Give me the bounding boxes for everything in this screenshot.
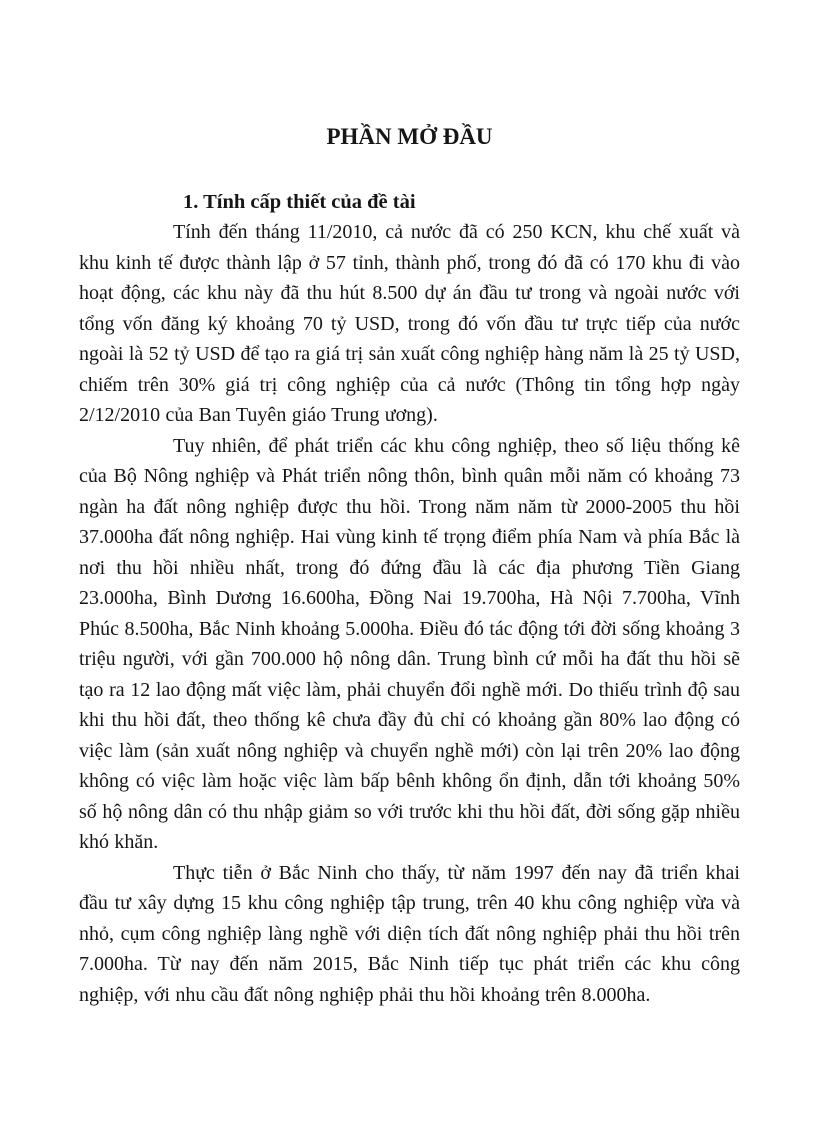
paragraph-industrial-zones-overview: Tính đến tháng 11/2010, cả nước đã có 250 KCN, khu chế xuất và khu kinh tế được thành lập ở 57 tỉnh, thành phố, trong đó đã có 170 khu đi vào hoạt động, các khu này đã thu hút 8.500 dự án đầu tư trong và ngoài nước với tổng vốn đăng ký khoảng 70 tỷ USD, trong đó vốn đầu tư trực tiếp của nước ngoài là 52 tỷ USD để tạo ra giá trị sản xuất công nghiệp hàng năm là 25 tỷ USD, chiếm trên 30% giá trị công nghiệp của cả nước (Thông tin tổng hợp ngày 2/12/2010 của Ban Tuyên giáo Trung ương). — [79, 221, 740, 426]
paragraph-bac-ninh-practice: Thực tiễn ở Bắc Ninh cho thấy, từ năm 1997 đến nay đã triển khai đầu tư xây dựng 15 khu công nghiệp tập trung, trên 40 khu công nghiệp vừa và nhỏ, cụm công nghiệp làng nghề với diện tích đất nông nghiệp phải thu hồi trên 7.000ha. Từ nay đến năm 2015, Bắc Ninh tiếp tục phát triển các khu công nghiệp, với nhu cầu đất nông nghiệp phải thu hồi khoảng trên 8.000ha. — [79, 861, 740, 1006]
paragraph-land-recovery-statistics: Tuy nhiên, để phát triển các khu công nghiệp, theo số liệu thống kê của Bộ Nông nghiệp và Phát triển nông thôn, bình quân mỗi năm có khoảng 73 ngàn ha đất nông nghiệp được thu hồi. Trong năm năm từ 2000-2005 thu hồi 37.000ha đất nông nghiệp. Hai vùng kinh tế trọng điểm phía Nam và phía Bắc là nơi thu hồi nhiều nhất, trong đó đứng đầu là các địa phương Tiền Giang 23.000ha, Bình Dương 16.600ha, Đồng Nai 19.700ha, Hà Nội 7.700ha, Vĩnh Phúc 8.500ha, Bắc Ninh khoảng 5.000ha. Điều đó tác động tới đời sống khoảng 3 triệu người, với gần 700.000 hộ nông dân. Trung bình cứ mỗi ha đất thu hồi sẽ tạo ra 12 lao động mất việc làm, phải chuyển đổi nghề mới. Do thiếu trình độ sau khi thu hồi đất, theo thống kê chưa đầy đủ chỉ có khoảng gần 80% lao động có việc làm (sản xuất nông nghiệp và chuyển nghề mới) còn lại trên 20% lao động không có việc làm hoặc việc làm bấp bênh không ổn định, dẫn tới khoảng 50% số hộ nông dân có thu nhập giảm so với trước khi thu hồi đất, đời sống gặp nhiều khó khăn. — [79, 434, 740, 853]
document-title: PHẦN MỞ ĐẦU — [326, 124, 493, 149]
section-heading: 1. Tính cấp thiết của đề tài — [183, 190, 416, 213]
